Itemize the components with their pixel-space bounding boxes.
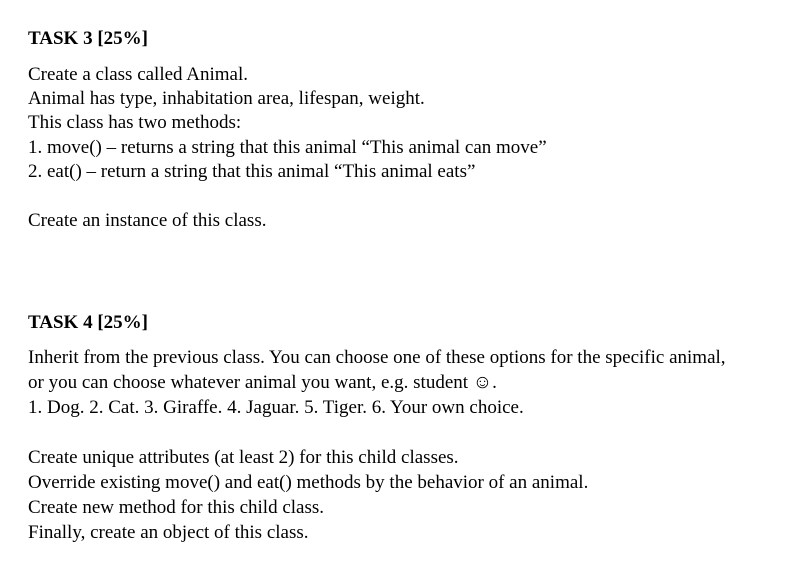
task-4-line: Finally, create an object of this class. xyxy=(28,522,309,543)
task-3-line: Create an instance of this class. xyxy=(28,210,267,231)
task-3-heading: TASK 3 [25%] xyxy=(28,28,148,49)
task-3-line: This class has two methods: xyxy=(28,112,242,133)
task-4-animal-options: 1. Dog. 2. Cat. 3. Giraffe. 4. Jaguar. 5. Tiger. 6. Your own choice. xyxy=(28,397,524,418)
task-3-method-eat: 2. eat() – return a string that this animal “This animal eats” xyxy=(28,161,476,182)
task-4-heading: TASK 4 [25%] xyxy=(28,312,148,333)
task-4-line: Override existing move() and eat() methods by the behavior of an animal. xyxy=(28,472,589,493)
task-3-method-move: 1. move() – returns a string that this animal “This animal can move” xyxy=(28,137,547,158)
task-4-line: Create unique attributes (at least 2) for this child classes. xyxy=(28,447,459,468)
task-3-line: Animal has type, inhabitation area, lifespan, weight. xyxy=(28,88,425,109)
task-3-line: Create a class called Animal. xyxy=(28,64,248,85)
task-4-line: Inherit from the previous class. You can choose one of these options for the specific animal, xyxy=(28,347,726,368)
task-4-line: Create new method for this child class. xyxy=(28,497,325,518)
task-4-line: or you can choose whatever animal you want, e.g. student ☺. xyxy=(28,372,497,393)
